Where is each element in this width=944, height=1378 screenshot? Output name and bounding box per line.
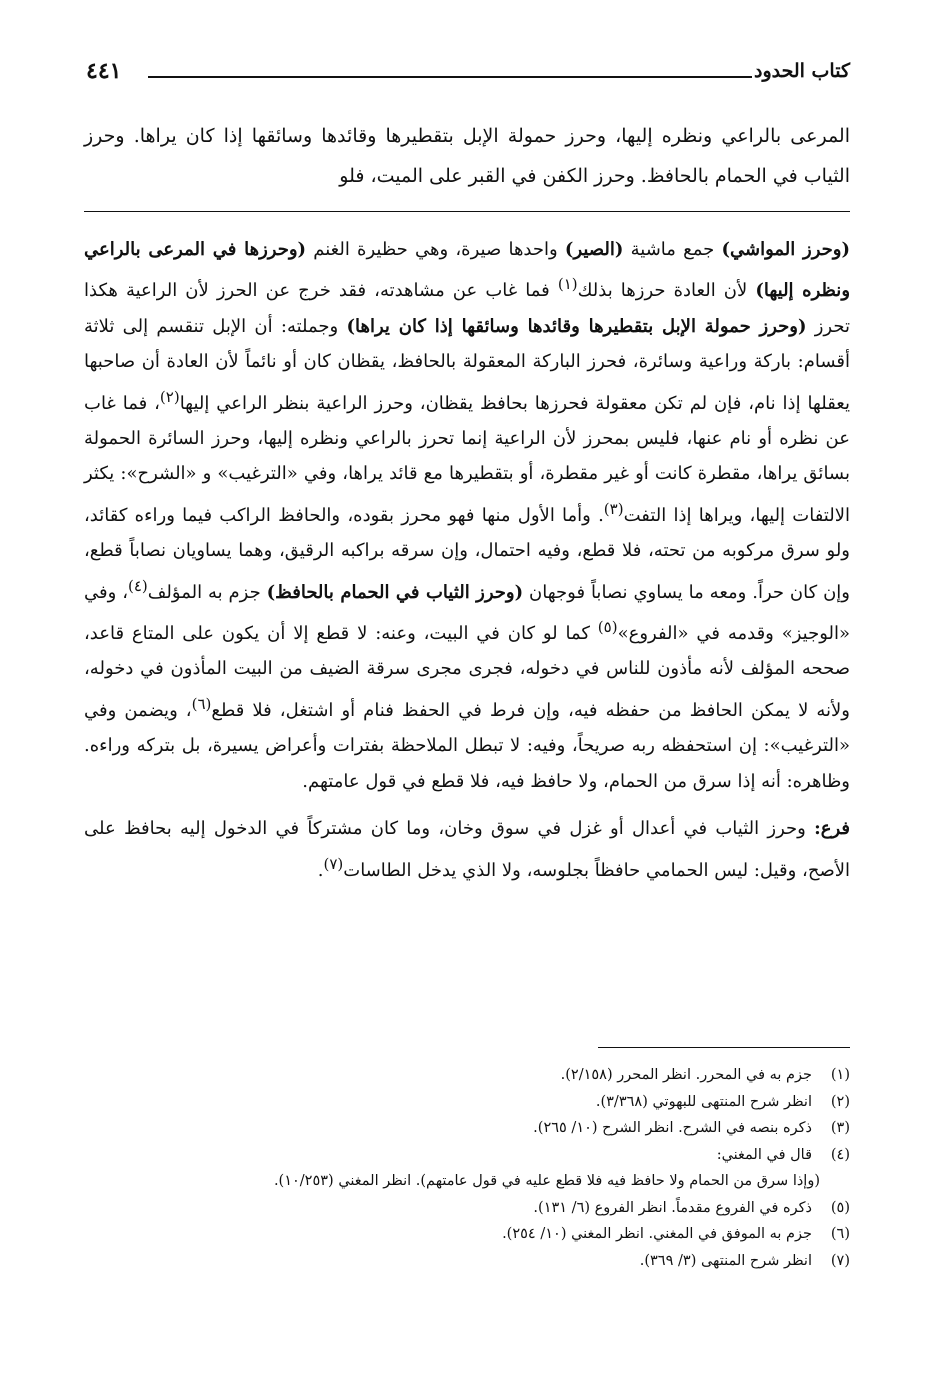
header-rule	[148, 76, 752, 78]
commentary-text: ، فما غاب عن نظره أو نام عنها، فليس بمحرز لأن الراعية إنما تحرز بالراعي ونظره إليها، وحرز السائرة الحمولة بسائق يراها، مقطرة كانت أو غير مقطرة، أو بتقطيرها مع قائد يراها، وفي «الترغيب» و «الشرح»: يكثر الالتفات إليها، ويراها إذا التفت	[84, 392, 850, 526]
text-divider	[84, 211, 850, 212]
footnote-ref[interactable]: (٧)	[323, 854, 344, 873]
commentary-text: واحدها صيرة، وهي حظيرة الغنم	[306, 239, 565, 260]
footnote-ref[interactable]: (٥)	[597, 618, 618, 637]
commentary-text: جزم به المؤلف	[147, 581, 267, 603]
footnote-text: انظر شرح المنتهى (٣/ ٣٦٩).	[639, 1252, 812, 1269]
footnote-item	[84, 1142, 850, 1169]
commentary-text: ، ويضمن وفي «الترغيب»: إن استحفظه ربه صريحاً، وفيه: لا تبطل الملاحظة بفترات وأعراض يسيرة، بل بتركه وراءه. وظاهره: أنه إذا سرق من الحمام، ولا حافظ فيه، فلا قطع في قول عامتهم.	[84, 699, 850, 792]
footnote-text: ذكره في الفروع مقدماً. انظر الفروع (٦/ ١٣١).	[533, 1199, 812, 1216]
commentary-text: لأن العادة حرزها بذلك	[577, 280, 756, 302]
commentary	[84, 232, 850, 888]
commentary-text: فما غاب عن مشاهدته، فقد خرج عن الحرز لأن الراعية هكذا تحرز	[84, 280, 850, 337]
page-number: ٤٤١	[86, 58, 122, 84]
footnote-rule	[598, 1047, 850, 1048]
footnote-number: (٦)	[830, 1226, 850, 1242]
footnote-text: انظر شرح المنتهى للبهوتي (٣/٣٦٨).	[595, 1093, 812, 1110]
footnote-number: (٥)	[830, 1199, 850, 1216]
footnote-item	[84, 1195, 850, 1222]
footnote-item	[84, 1248, 850, 1275]
footnote-ref[interactable]: (١)	[557, 275, 578, 294]
commentary-text: .	[317, 859, 324, 881]
footnote-item	[84, 1089, 850, 1116]
footnote-ref[interactable]: (٣)	[603, 499, 624, 518]
footnote-text: جزم به الموفق في المغني. انظر المغني (١٠/ ٢٥٤).	[502, 1226, 812, 1242]
quoted-matn: (وحرز الثياب في الحمام بالحافظ)	[266, 581, 524, 603]
commentary-text: وجملته: أن الإبل تنقسم إلى ثلاثة أقسام: باركة وراعية وسائرة، فحرز الباركة المعقولة بالحافظ، يقظان كان أو نائماً لأن العادة أن صاحبها يعقلها إذا نام، فإن لم تكن معقولة فحرزها بحافظ يقظان، وحرز الراعية بنظر الراعي إليها	[84, 315, 850, 414]
commentary-text: ، وفي «الوجيز» وقدمه في «الفروع»	[84, 581, 850, 645]
footnote-text: ذكره بنصه في الشرح. انظر الشرح (١٠/ ٢٦٥).	[533, 1120, 812, 1136]
footnote-number: (٤)	[830, 1146, 850, 1163]
commentary-paragraph	[84, 232, 850, 799]
footnote-item	[84, 1221, 850, 1248]
footnote-number: (٧)	[830, 1252, 850, 1269]
quoted-matn: (الصير)	[564, 239, 624, 260]
footnote-ref[interactable]: (٤)	[128, 576, 148, 595]
commentary-text: كما لو كان في البيت، وعنه: لا قطع إلا أن يكون على المتاع قاعد، صححه المؤلف لأنه مأذون للناس في دخوله، فجرى مجرى سرقة الضيف من البيت المأذون في دخوله، ولأنه لا يمكن الحافظ من حفظه فيه، وإن فرط في الحفظ فنام أو اشتغل، فلا قطع	[84, 623, 850, 721]
footnote-continuation: (وإذا سرق من الحمام ولا حافظ فيه فلا قطع عليه في قول عامتهم). انظر المغني (١٠/٢٥٣).	[273, 1173, 820, 1189]
branch-paragraph	[84, 811, 850, 888]
footnote-ref[interactable]: (٢)	[159, 387, 180, 406]
footnotes	[84, 1062, 850, 1274]
quoted-matn: (وحرز حمولة الإبل بتقطيرها وقائدها وسائقها إذا كان يراها)	[346, 315, 807, 337]
commentary-text: جمع ماشية	[623, 239, 722, 260]
footnote-ref[interactable]: (٦)	[191, 694, 212, 713]
footnote-item	[84, 1062, 850, 1089]
book-title: كتاب الحدود	[753, 60, 850, 82]
footnote-number: (٢)	[830, 1093, 850, 1110]
branch-label: فرع:	[814, 818, 851, 840]
footnote-text: قال في المغني:	[716, 1146, 812, 1163]
footnote-number: (٣)	[830, 1120, 850, 1136]
footnote-number: (١)	[830, 1067, 850, 1083]
main-text: المرعى بالراعي ونظره إليها، وحرز حمولة الإبل بتقطيرها وقائدها وسائقها إذا كان يراها. وحرز الثياب في الحمام بالحافظ. وحرز الكفن في القبر على الميت، فلو	[84, 125, 851, 187]
page-header	[86, 58, 850, 88]
commentary-text: . وأما الأول منها فهو محرز بقوده، والحافظ الراكب فيما وراءه كقائد، ولو سرق مركوبه من تحته، فلا قطع، وفيه احتمال، وإن سرقه براكبه الرقيق، وهما يساويان نصاباً قطع، وإن كان حراً. ومعه ما يساوي نصاباً فوجهان	[84, 504, 850, 603]
commentary-text: وحرز الثياب في أعدال أو غزل في سوق وخان، وما كان مشتركاً في الدخول إليه بحافظ على الأصح، وقيل: ليس الحمامي حافظاً بجلوسه، ولا الذي يدخل الطاسات	[84, 818, 850, 881]
footnote-item	[84, 1115, 850, 1142]
quoted-matn: (وحرزها في المرعى بالراعي ونظره إليها)	[84, 239, 851, 302]
footnote-text: جزم به في المحرر. انظر المحرر (٢/١٥٨).	[560, 1067, 812, 1083]
quoted-matn: (وحرز المواشي)	[721, 239, 850, 260]
